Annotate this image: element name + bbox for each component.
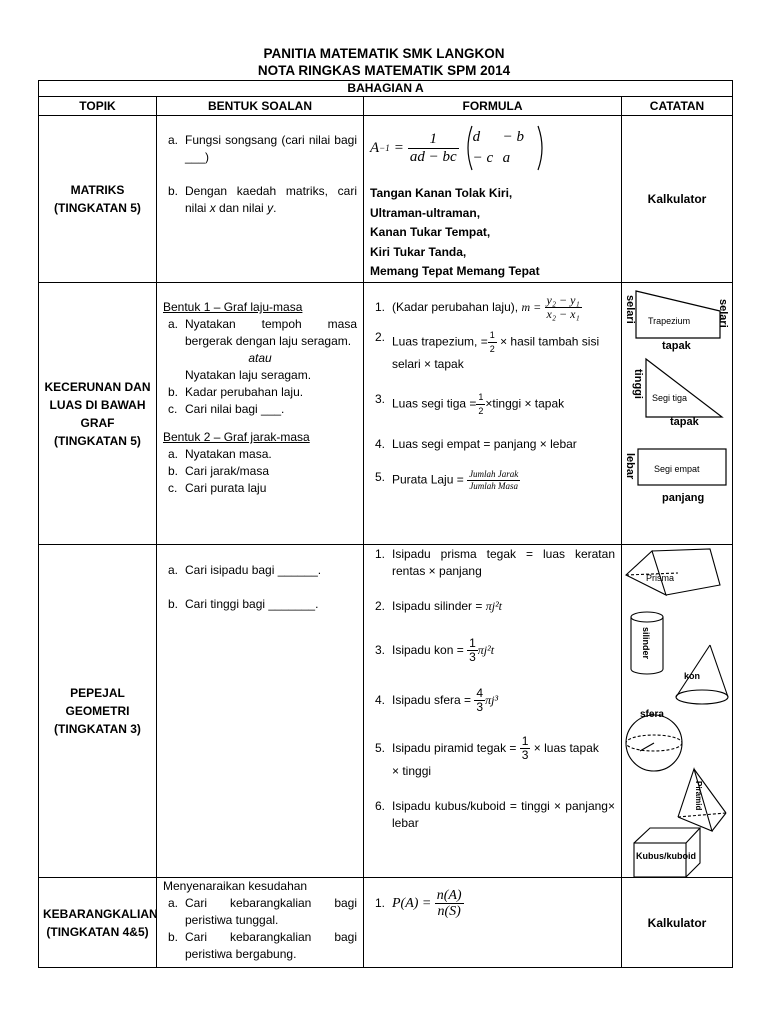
label-kon: kon (684, 671, 701, 681)
topic-name: KEBARANGKALIAN (43, 906, 158, 921)
var-y: y (267, 201, 274, 215)
topic-level: (TINGKATAN 5) (54, 201, 141, 215)
topic-name: MATRIKS (70, 183, 125, 197)
four-thirds-fraction (474, 687, 485, 714)
item-text: Isipadu sfera = (392, 693, 472, 707)
item-marker: 1. (375, 300, 386, 314)
figures-pepejal (622, 545, 733, 878)
item-text: Dengan kaedah matriks, cari nilai (185, 184, 357, 215)
topic-name: GEOMETRI (65, 704, 130, 718)
label-tinggi: tinggi (632, 369, 644, 399)
question-item (163, 446, 357, 463)
item-text: Nyatakan masa. (185, 447, 272, 461)
label-selari-right: selari (717, 299, 729, 328)
formula-matriks (364, 116, 622, 283)
item-text: . (273, 201, 277, 215)
question-item (163, 596, 357, 613)
item-marker: a. (168, 563, 179, 577)
item-text: Cari kebarangkalian bagi peristiwa bergabung. (185, 930, 357, 961)
fraction-numerator: 1 (488, 329, 497, 343)
question-item (163, 350, 357, 367)
row-kecerunan (39, 283, 733, 545)
label-segi-tiga: Segi tiga (652, 393, 688, 403)
fraction-numerator: 1 (408, 131, 459, 149)
item-marker: 3. (375, 643, 386, 657)
fraction-numerator: 4 (476, 686, 484, 701)
catatan-matriks: Kalkulator (622, 116, 733, 283)
fraction-denominator: 2 (478, 406, 484, 416)
formula-item (370, 291, 615, 323)
section-header: BAHAGIAN A (39, 81, 733, 97)
question-kecerunan (157, 283, 364, 545)
row-pepejal (39, 545, 733, 878)
topic-matriks (39, 116, 157, 283)
item-text: Luas segi empat = panjang × lebar (392, 437, 577, 451)
row-matriks (39, 116, 733, 283)
item-marker: b. (168, 597, 179, 611)
topic-kecerunan (39, 283, 157, 545)
item-text: Kadar perubahan laju. (185, 385, 304, 399)
item-marker: 4. (375, 693, 386, 707)
item-marker: c. (168, 402, 178, 416)
formula-item (370, 888, 615, 919)
item-text: dan nilai (215, 201, 268, 215)
formula-kecerunan (364, 283, 622, 545)
header-formula: FORMULA (364, 97, 622, 116)
label-panjang: panjang (662, 492, 705, 504)
item-marker: a. (168, 317, 179, 331)
item-marker: a. (168, 896, 179, 910)
item-marker: 2. (375, 599, 386, 613)
question-intro: Menyenaraikan kesudahan (163, 879, 308, 893)
item-text: Nyatakan laju seragam. (185, 368, 312, 382)
var-x: x (209, 201, 216, 215)
question-item (163, 132, 357, 166)
topic-name: LUAS DI BAWAH (49, 397, 146, 412)
item-marker: 5. (375, 470, 386, 484)
formula-item (370, 469, 615, 492)
fraction-numerator: 1 (476, 391, 485, 405)
label-sfera: sfera (640, 709, 664, 720)
formula-item (370, 546, 615, 580)
item-text: Luas trapezium, = (392, 334, 488, 349)
item-marker: b. (168, 930, 179, 944)
item-text: × hasil tambah sisi selari × tapak (392, 334, 600, 371)
formula-equals: = (393, 139, 404, 156)
item-marker: 6. (375, 799, 386, 813)
triangle-shape (646, 359, 722, 417)
matrix-entries (473, 129, 537, 167)
bentuk-2-title: Bentuk 2 – Graf jarak-masa (163, 430, 310, 444)
catatan-kebarangkalian: Kalkulator (622, 878, 733, 968)
formula-item (370, 635, 615, 665)
label-silinder: silinder (641, 627, 651, 660)
formula-expression: πj²t (477, 643, 495, 657)
item-marker: b. (168, 184, 179, 198)
question-pepejal (157, 545, 364, 878)
header-catatan: CATATAN (622, 97, 733, 116)
document-title: PANITIA MATEMATIK SMK LANGKON (263, 46, 505, 61)
item-marker: b. (168, 464, 179, 478)
topic-name: KECERUNAN DAN (44, 379, 151, 394)
question-item (163, 384, 357, 401)
question-item (163, 929, 357, 963)
header-bentuk-soalan: BENTUK SOALAN (157, 97, 364, 116)
fraction-denominator: n(S) (437, 904, 461, 920)
formula-symbol: A (370, 139, 380, 156)
label-kubus-kuboid: Kubus/kuboid (636, 851, 696, 861)
label-trapezium: Trapezium (648, 316, 691, 326)
fraction-denominator: 2 (489, 344, 495, 354)
label-selari-left: selari (624, 295, 636, 324)
mnemonic-lines (370, 184, 615, 282)
item-text: Isipadu kon = (392, 643, 464, 657)
item-text: Cari nilai bagi ___. (185, 402, 285, 416)
item-text: Cari kebarangkalian bagi peristiwa tunggal. (185, 896, 357, 927)
item-marker: a. (168, 133, 179, 147)
label-lebar: lebar (624, 453, 636, 480)
third-fraction (520, 735, 531, 762)
question-item (163, 316, 357, 350)
item-text: Cari jarak/masa (185, 464, 270, 478)
item-marker: 3. (375, 392, 386, 406)
formula-item (370, 733, 615, 763)
fraction-numerator: n(A) (436, 888, 462, 904)
formula-kebarangkalian (364, 878, 622, 968)
formula-item (370, 798, 615, 832)
matrix-entry: d (472, 129, 481, 145)
item-text: atau (248, 351, 272, 365)
topic-level: (TINGKATAN 5) (54, 433, 141, 448)
label-prisma: Prisma (646, 573, 675, 583)
item-text: Cari isipadu bagi ______. (185, 563, 322, 577)
fraction-denominator: 3 (521, 748, 529, 763)
mnemonic-line: Kiri Tukar Tanda, (370, 244, 467, 259)
sphere-shape (626, 715, 682, 771)
item-marker: 1. (375, 896, 386, 910)
matrix-entry: a (502, 150, 511, 166)
matrix-entry: − c (472, 150, 494, 166)
figures-kecerunan (622, 283, 733, 545)
label-segi-empat: Segi empat (654, 464, 700, 474)
formula-item (370, 391, 615, 418)
item-text: ×tinggi × tapak (485, 396, 565, 411)
item-text: × tinggi (392, 764, 432, 778)
row-kebarangkalian (39, 878, 733, 968)
item-text: Isipadu kubus/kuboid = tinggi × panjang× lebar (392, 799, 615, 830)
item-text: Isipadu prisma tegak = luas keratan rentas × panjang (392, 547, 615, 578)
formula-item (370, 763, 615, 780)
formula-symbol: P(A) = (392, 896, 432, 911)
formula-pepejal (364, 545, 622, 878)
mnemonic-line: Tangan Kanan Tolak Kiri, (370, 186, 513, 200)
item-marker: c. (168, 481, 178, 495)
trapezium-shape (636, 291, 720, 338)
formula-item (370, 685, 615, 715)
question-item (163, 480, 357, 497)
mnemonic-line: Kanan Tukar Tempat, (370, 225, 491, 239)
item-text: × luas tapak (533, 741, 599, 755)
item-marker: a. (168, 447, 179, 461)
topic-name: PEPEJAL (70, 686, 125, 700)
formula-expression: πj²t (485, 599, 503, 613)
question-item (163, 183, 357, 217)
fraction-denominator: 3 (476, 700, 484, 715)
formula-fraction (408, 131, 459, 166)
half-fraction (488, 329, 497, 356)
item-text: Luas segi tiga = (392, 396, 477, 411)
probability-fraction (435, 888, 464, 919)
item-text: Purata Laju = (392, 472, 464, 487)
document-subtitle: NOTA RINGKAS MATEMATIK SPM 2014 (257, 63, 511, 78)
question-item (163, 367, 357, 384)
fraction-denominator: x₂ − x₁ (546, 307, 580, 322)
topic-name: GRAF (80, 415, 115, 430)
fraction-numerator: 1 (521, 734, 529, 749)
mnemonic-line: Memang Tepat Memang Tepat (370, 264, 540, 278)
solids-figure (622, 545, 733, 878)
formula-item (370, 329, 615, 373)
fraction-denominator: 3 (469, 650, 476, 665)
prism-shape (626, 549, 720, 595)
question-item (163, 562, 357, 579)
topic-kebarangkalian (39, 878, 157, 968)
matrix-entry: − b (502, 129, 525, 145)
fraction-numerator: y₂ − y₁ (546, 293, 580, 308)
fraction-denominator: Jumlah Masa (469, 481, 519, 491)
topic-pepejal (39, 545, 157, 878)
item-text: (Kadar perubahan laju), (392, 300, 519, 314)
formula-exponent: −1 (379, 143, 390, 153)
right-paren-icon (537, 125, 547, 171)
item-text: Fungsi songsang (cari nilai bagi ___) (185, 133, 357, 164)
item-text: Cari tinggi bagi _______. (185, 597, 319, 611)
bentuk-1-title: Bentuk 1 – Graf laju-masa (163, 300, 303, 314)
formula-symbol: m = (521, 300, 542, 314)
item-marker: 5. (375, 741, 386, 755)
item-marker: 4. (375, 437, 386, 451)
label-piramid: Piramid (694, 781, 703, 811)
question-item (163, 895, 357, 929)
label-tapak: tapak (670, 416, 699, 428)
formula-item (370, 436, 615, 453)
average-speed-fraction (467, 469, 520, 492)
question-item (163, 401, 357, 418)
fraction-numerator: 1 (469, 636, 476, 651)
fraction-denominator: ad − bc (409, 148, 457, 165)
question-kebarangkalian (157, 878, 364, 968)
third-fraction (467, 637, 478, 664)
formula-item (370, 598, 615, 615)
item-text: Cari purata laju (185, 481, 267, 495)
item-marker: 1. (375, 547, 386, 561)
label-tapak: tapak (662, 340, 691, 352)
notes-table (38, 80, 733, 968)
item-text: Isipadu piramid tegak = (392, 741, 517, 755)
question-item (163, 463, 357, 480)
item-marker: 2. (375, 330, 386, 344)
formula-expression: πj³ (485, 693, 499, 707)
header-topik: TOPIK (39, 97, 157, 116)
question-matriks (157, 116, 364, 283)
item-text: Isipadu silinder = (392, 599, 483, 613)
mnemonic-line: Ultraman-ultraman, (370, 205, 481, 220)
topic-level: (TINGKATAN 3) (54, 722, 141, 736)
topic-level: (TINGKATAN 4&5) (46, 924, 149, 939)
inverse-matrix-formula (370, 122, 615, 174)
gradient-fraction (545, 294, 582, 321)
left-paren-icon (463, 125, 473, 171)
item-marker: b. (168, 385, 179, 399)
fraction-numerator: Jumlah Jarak (469, 469, 519, 479)
item-text: Nyatakan tempoh masa bergerak dengan laju seragam. (185, 317, 357, 348)
